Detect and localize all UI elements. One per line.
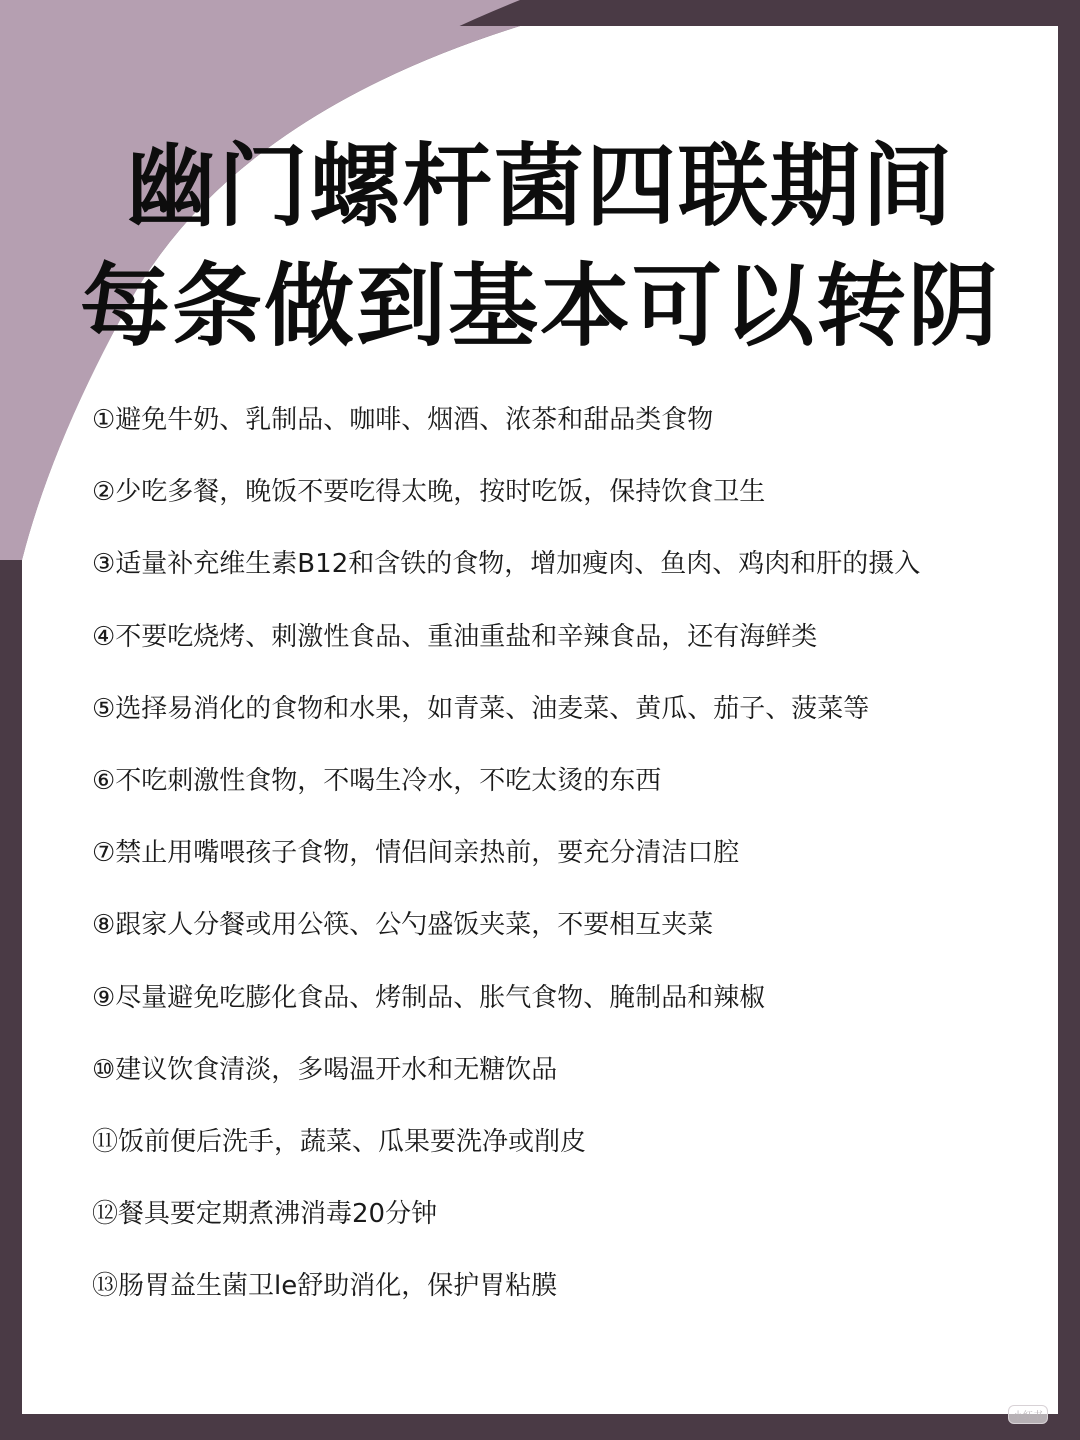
watermark-logo: 小红书 <box>1008 1405 1048 1424</box>
list-item: ⑨尽量避免吃膨化食品、烤制品、胀气食物、腌制品和辣椒 <box>92 982 766 1013</box>
list-item: ⑥不吃刺激性食物，不喝生冷水，不吃太烫的东西 <box>92 765 662 796</box>
list-item: ④不要吃烧烤、刺激性食品、重油重盐和辛辣食品，还有海鲜类 <box>92 621 818 652</box>
list-item: ⑫餐具要定期煮沸消毒20分钟 <box>92 1199 438 1230</box>
list-item: ②少吃多餐，晚饭不要吃得太晚，按时吃饭，保持饮食卫生 <box>92 477 766 508</box>
list-item: ③适量补充维生素B12和含铁的食物，增加瘦肉、鱼肉、鸡肉和肝的摄入 <box>92 549 921 580</box>
page-title-line-2: 每条做到基本可以转阴 <box>80 254 1000 359</box>
list-item: ①避免牛奶、乳制品、咖啡、烟酒、浓茶和甜品类食物 <box>92 405 714 435</box>
list-item: ⑤选择易消化的食物和水果，如青菜、油麦菜、黄瓜、茄子、菠菜等 <box>92 693 870 724</box>
list-item: ⑩建议饮食清淡，多喝温开水和无糖饮品 <box>92 1054 558 1085</box>
list-item: ⑧跟家人分餐或用公筷、公勺盛饭夹菜，不要相互夹菜 <box>92 910 714 941</box>
list-item: ⑦禁止用嘴喂孩子食物，情侣间亲热前，要充分清洁口腔 <box>92 838 740 869</box>
page-title-line-1: 幽门螺杆菌四联期间 <box>126 134 954 239</box>
list-item: ⑬肠胃益生菌卫le舒助消化，保护胃粘膜 <box>92 1271 558 1302</box>
list-item: ⑪饭前便后洗手，蔬菜、瓜果要洗净或削皮 <box>92 1126 587 1157</box>
tips-list <box>92 398 1022 1336</box>
